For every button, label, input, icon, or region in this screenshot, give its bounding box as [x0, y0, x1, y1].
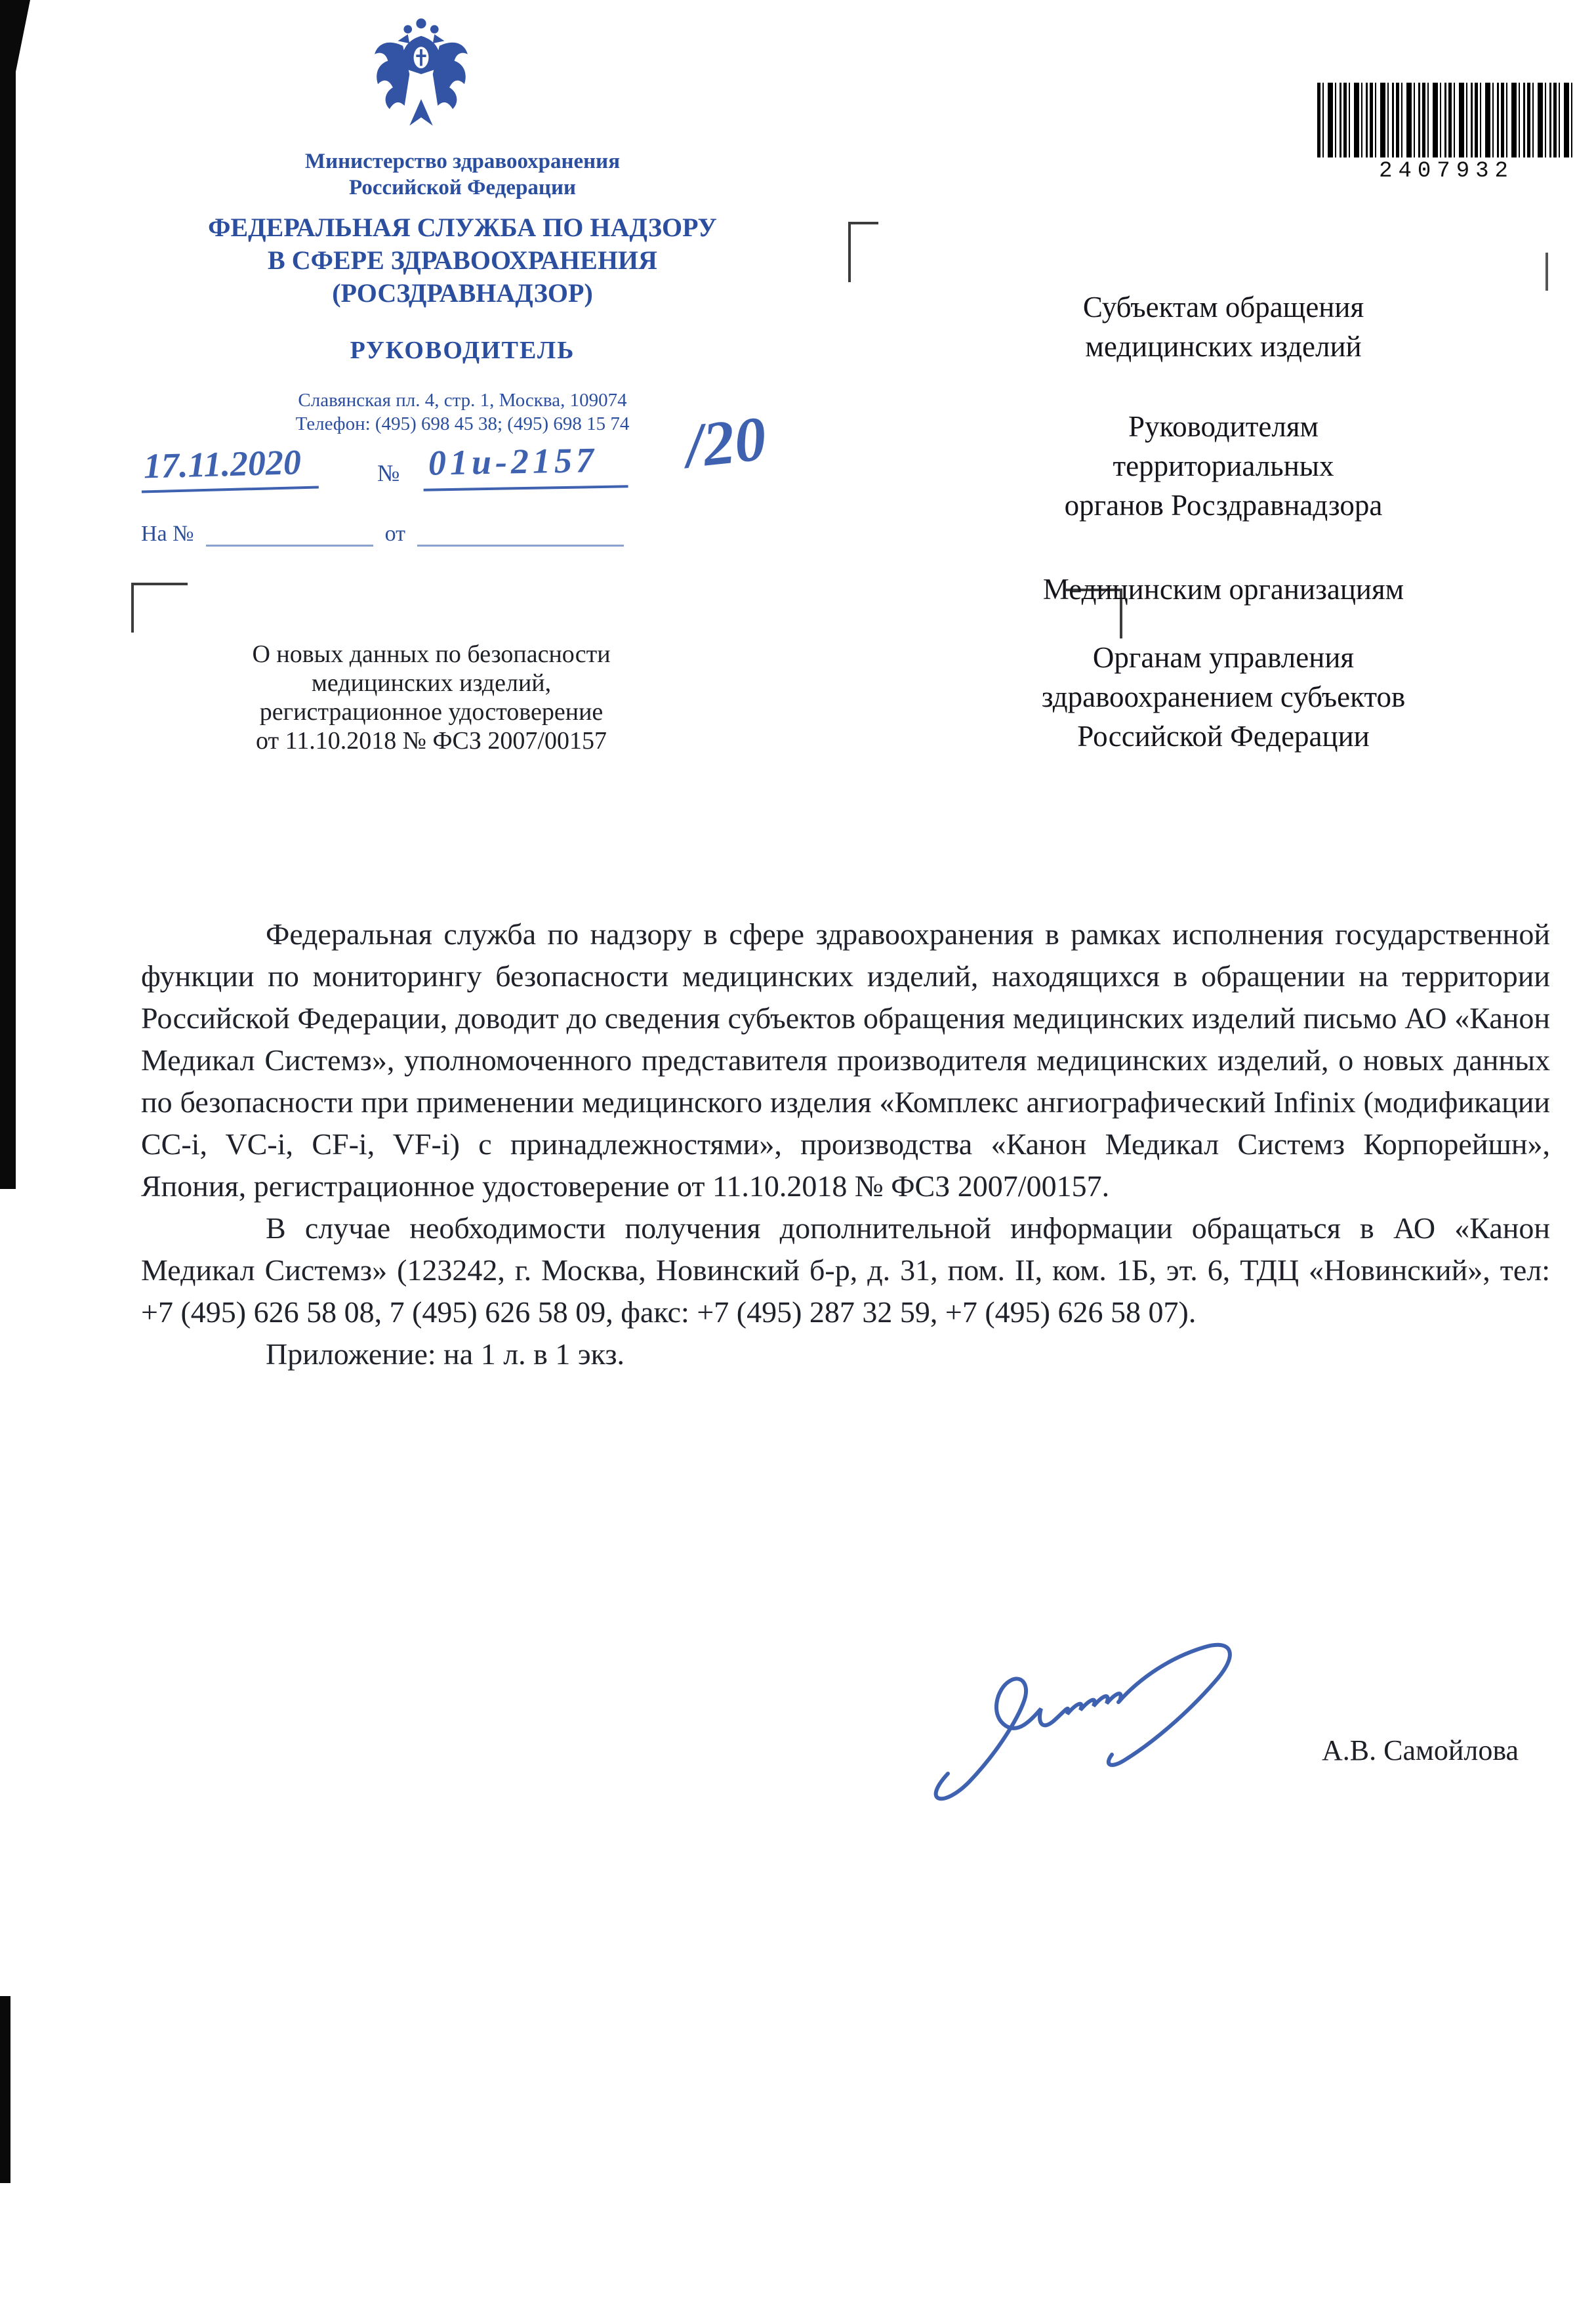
addressee-group-4 [889, 638, 1558, 756]
addressee-group-3 [889, 570, 1558, 609]
letter-body [141, 913, 1550, 1375]
barcode [1317, 83, 1576, 184]
scan-artifact-bottom-bar [0, 1996, 10, 2183]
addressee-line: Медицинским организациям [1042, 573, 1404, 606]
service-line-3: (РОСЗДРАВНАДЗОР) [332, 278, 593, 308]
ministry-line-2: Российской Федерации [349, 176, 576, 199]
body-paragraph-1: Федеральная служба по надзору в сфере здравоохранения в рамках исполнения государственной функции по мониторингу безопасности медицинских изделий, находящихся в обращении на территории Российской Федерации, доводит до сведения субъектов обращения медицинских изделий письмо АО «Канон Медикал Системз», уполномоченного представителя производителя медицинских изделий, о новых данных по безопасности при применении медицинского изделия «Комплекс ангиографический Infinix (модификации CC-i, VC-i, CF-i, VF-i) с принадлежностями», производства «Канон Медикал Системз Корпорейшн», Япония, регистрационное удостоверение от 11.10.2018 № ФСЗ 2007/00157. [141, 917, 1550, 1203]
subject-line-2: медицинских изделий, [311, 669, 552, 697]
addressee-line: территориальных [1113, 449, 1334, 482]
coat-of-arms-icon [371, 9, 471, 139]
margin-tick-mark [1545, 253, 1548, 291]
number-sign-label: № [377, 460, 400, 486]
signature-autograph [909, 1639, 1276, 1813]
addressees-block [889, 287, 1558, 756]
outgoing-number-handwritten: 01и-2157 [422, 439, 628, 491]
subject-line-3: регистрационное удостоверение [259, 698, 604, 726]
reply-from-label: от [384, 522, 406, 546]
position-title: РУКОВОДИТЕЛЬ [350, 337, 575, 364]
ministry-line-1: Министерство здравоохранения [304, 150, 621, 173]
reply-no-label: На № [141, 522, 194, 546]
addressee-group-1 [889, 287, 1558, 366]
reply-from-blank-line [417, 520, 624, 547]
reply-reference-row [141, 520, 624, 547]
subject-line-1: О новых данных по безопасности [252, 640, 611, 668]
letterhead-ministry [92, 148, 833, 201]
addressee-line: здравоохранением субъектов [1041, 680, 1406, 713]
addressee-line: Субъектам обращения [1082, 291, 1364, 323]
subject-line-4: от 11.10.2018 № ФСЗ 2007/00157 [256, 727, 607, 755]
addressee-line: Российской Федерации [1077, 720, 1370, 753]
outgoing-number-suffix-handwritten: /20 [682, 402, 769, 482]
outgoing-date-handwritten: 17.11.2020 [140, 441, 319, 493]
addressee-group-2 [889, 407, 1558, 525]
corner-mark-left [131, 583, 188, 633]
subject-block [134, 640, 728, 755]
addressee-line: Руководителям [1128, 410, 1319, 443]
service-line-1: ФЕДЕРАЛЬНАЯ СЛУЖБА ПО НАДЗОРУ [208, 213, 717, 242]
addressee-line: Органам управления [1092, 641, 1355, 674]
body-paragraph-2: В случае необходимости получения дополнительной информации обращаться в АО «Канон Медикал Системз» (123242, г. Москва, Новинский б-р, д. 31, пом. II, ком. 1Б, эт. 6, ТДЦ «Новинский», тел: +7 (495) 626 58 08, 7 (495) 626 58 09, факс: +7 (495) 287 32 59, +7 (495) 626 58 07). [141, 1211, 1550, 1329]
barcode-number: 2407932 [1379, 159, 1514, 184]
addressee-line: медицинских изделий [1085, 330, 1362, 363]
address-line: Славянская пл. 4, стр. 1, Москва, 109074 [298, 390, 627, 411]
corner-mark-top [848, 222, 878, 282]
service-line-2: В СФЕРЕ ЗДРАВООХРАНЕНИЯ [268, 245, 657, 275]
phone-line: Телефон: (495) 698 45 38; (495) 698 15 74 [295, 413, 630, 434]
barcode-bars [1317, 83, 1576, 157]
letterhead-service-name [92, 211, 833, 310]
scan-artifact-left-bar [0, 0, 16, 1189]
reply-no-blank-line [206, 520, 373, 547]
signatory-name: А.В. Самойлова [1322, 1734, 1519, 1766]
attachment-line: Приложение: на 1 л. в 1 экз. [266, 1337, 625, 1371]
addressee-line: органов Росздравнадзора [1064, 489, 1383, 522]
